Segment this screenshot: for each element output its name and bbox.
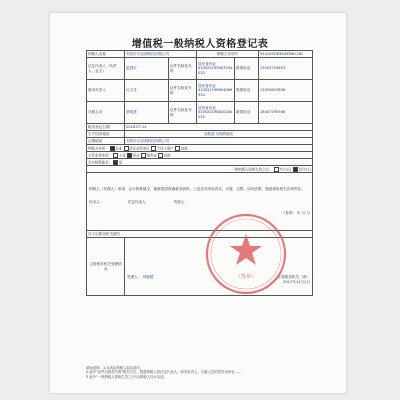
checkbox-other[interactable] bbox=[175, 146, 180, 151]
row-registered-address bbox=[87, 138, 313, 145]
row-tax-officer bbox=[87, 102, 313, 124]
registered-address-label: 注册地址 bbox=[87, 138, 125, 145]
tax-officer-phone-label: 联系电话 bbox=[235, 102, 259, 124]
industry-label: 主营业务类别： bbox=[88, 153, 112, 157]
row-category bbox=[87, 145, 313, 152]
effective-options bbox=[87, 166, 313, 173]
legal-rep-role: 法定代表人（负责人、业主） bbox=[87, 58, 125, 80]
form-notes bbox=[86, 366, 312, 379]
reg-date-value: 2016.07.14 bbox=[125, 124, 313, 131]
option-effective-this-month: 当月1日 bbox=[279, 167, 292, 171]
receiver-name: 刘晓慧 bbox=[142, 274, 154, 279]
row-tax-office-header bbox=[87, 231, 313, 238]
registered-address-value: 安阳市尽忠酒科技有限公司 bbox=[125, 138, 313, 145]
checkbox-effective-next-month[interactable] bbox=[293, 167, 298, 172]
industry-options bbox=[87, 152, 313, 159]
address-value: 汤阴县飞鸿路西段 bbox=[125, 131, 313, 138]
checkbox-commerce[interactable] bbox=[127, 153, 132, 158]
checkbox-service[interactable] bbox=[141, 153, 146, 158]
row-finance-head bbox=[87, 80, 313, 102]
taxid-label: 纳税人识别号 bbox=[197, 51, 259, 58]
taxpayer-name-value: 安阳市尽忠酒科技有限公司 bbox=[125, 51, 197, 58]
row-address bbox=[87, 131, 313, 138]
seal-center-text: （签章） bbox=[235, 274, 257, 280]
taxid-value: 91410523MA3X6WL18C bbox=[259, 51, 313, 58]
option-individual: 个体工商户 bbox=[156, 146, 174, 150]
legal-rep-id: 居民身份证 410522199507034033 bbox=[197, 58, 235, 80]
checkbox-industry[interactable] bbox=[113, 153, 118, 158]
form-title: 增值税一般纳税人资格登记表 bbox=[131, 39, 269, 50]
tax-officer-id-label: 证件名称及号码 bbox=[169, 102, 197, 124]
note-2: 2.表中"证件名称及号码"相关栏次，根据纳税人的法定代表人、财务负责人、办税人员的居民身份证…… bbox=[86, 370, 242, 375]
tax-office-fill-label: 以下由税务机关填写 bbox=[87, 231, 313, 238]
tax-officer-id: 居民身份证 410522198810284025 bbox=[197, 102, 235, 124]
accounting-label: 会计核算健全： bbox=[88, 160, 112, 164]
declaration-block bbox=[87, 173, 313, 231]
checkbox-accounting-yes[interactable] bbox=[113, 160, 118, 165]
tax-officer-name: 蔡明建 bbox=[125, 102, 169, 124]
row-declaration bbox=[87, 173, 313, 231]
option-service: 服务业 bbox=[146, 153, 157, 157]
sign-date: （签章） 年 月 日 bbox=[281, 211, 310, 215]
option-effective-next-month: 次月1日 bbox=[298, 167, 311, 171]
reg-date-label: 税务登记日期 bbox=[87, 124, 125, 131]
finance-role: 财务负责人 bbox=[87, 80, 125, 102]
row-tax-office bbox=[87, 238, 313, 296]
category-options bbox=[87, 145, 313, 152]
note-3: 3.表中"一般纳税人资格生效之日"由纳税人自行勾选。 bbox=[86, 374, 167, 379]
tax-office-block bbox=[125, 238, 313, 296]
finance-phone: 13353657896 bbox=[259, 80, 313, 102]
option-other: 其他 bbox=[180, 146, 188, 150]
option-accounting-yes: 是 bbox=[118, 160, 123, 164]
checkbox-effective-this-month[interactable] bbox=[274, 167, 279, 172]
legal-rep-id-label: 证件名称及号码 bbox=[169, 58, 197, 80]
row-industry bbox=[87, 152, 313, 159]
office-seal-label: 主管税务机关（章） bbox=[277, 274, 310, 279]
tax-officer-phone: 18407295566 bbox=[259, 102, 313, 124]
finance-id-label: 证件名称及号码 bbox=[169, 80, 197, 102]
option-enterprise: 企业 bbox=[115, 146, 123, 150]
declaration-text: 纳税人（代理人）承诺：会计核算健全，能够提供准确税务资料，上述各项内容真实、可靠、完整。如有虚假，愿意承担相关法律责任。 bbox=[89, 187, 305, 191]
finance-phone-label: 联系电话 bbox=[235, 80, 259, 102]
accounting-options bbox=[87, 159, 313, 166]
row-taxpayer-name bbox=[87, 51, 313, 58]
receiver-line: 受理人： 刘晓慧 主管税务机关（章） bbox=[127, 274, 310, 279]
category-label: 纳税人类别： bbox=[88, 146, 109, 150]
legal-rep-phone-label: 联系电话 bbox=[235, 58, 259, 80]
option-industry: 工业 bbox=[118, 153, 126, 157]
address-label: 生产经营地址 bbox=[87, 131, 125, 138]
effective-label: 一般纳税人资格生效之日： bbox=[231, 167, 273, 171]
agent-label: 代理人： bbox=[173, 200, 188, 204]
row-effective bbox=[87, 166, 313, 173]
option-commerce: 商业 bbox=[132, 153, 140, 157]
finance-name: 红玉龙 bbox=[125, 80, 169, 102]
row-accounting bbox=[87, 159, 313, 166]
office-date: 2017年11月1日 bbox=[283, 279, 310, 284]
option-non-enterprise: 非企业性单位 bbox=[129, 146, 150, 150]
row-legal-rep bbox=[87, 58, 313, 80]
checkbox-individual[interactable] bbox=[151, 146, 156, 151]
legal-rep-phone: 13303729653 bbox=[259, 58, 313, 80]
legal-rep-sign-label: 法定代表人： bbox=[127, 200, 150, 204]
tax-office-label: 主管税务机关受理情况 bbox=[87, 238, 125, 296]
option-industry-other: 其他 bbox=[163, 153, 171, 157]
registration-form-table bbox=[86, 50, 313, 296]
tax-officer-role: 办税人员 bbox=[87, 102, 125, 124]
checkbox-industry-other[interactable] bbox=[158, 153, 163, 158]
taxpayer-name-label: 纳税人名称 bbox=[87, 51, 125, 58]
operator-label: 经办人： bbox=[89, 200, 104, 204]
row-reg-date bbox=[87, 124, 313, 131]
legal-rep-name: 赵国平 bbox=[125, 58, 169, 80]
finance-id: 居民身份证 410522198604069334 bbox=[197, 80, 235, 102]
note-1: 填表说明：1.本表由纳税人如实填写。 bbox=[86, 366, 144, 370]
